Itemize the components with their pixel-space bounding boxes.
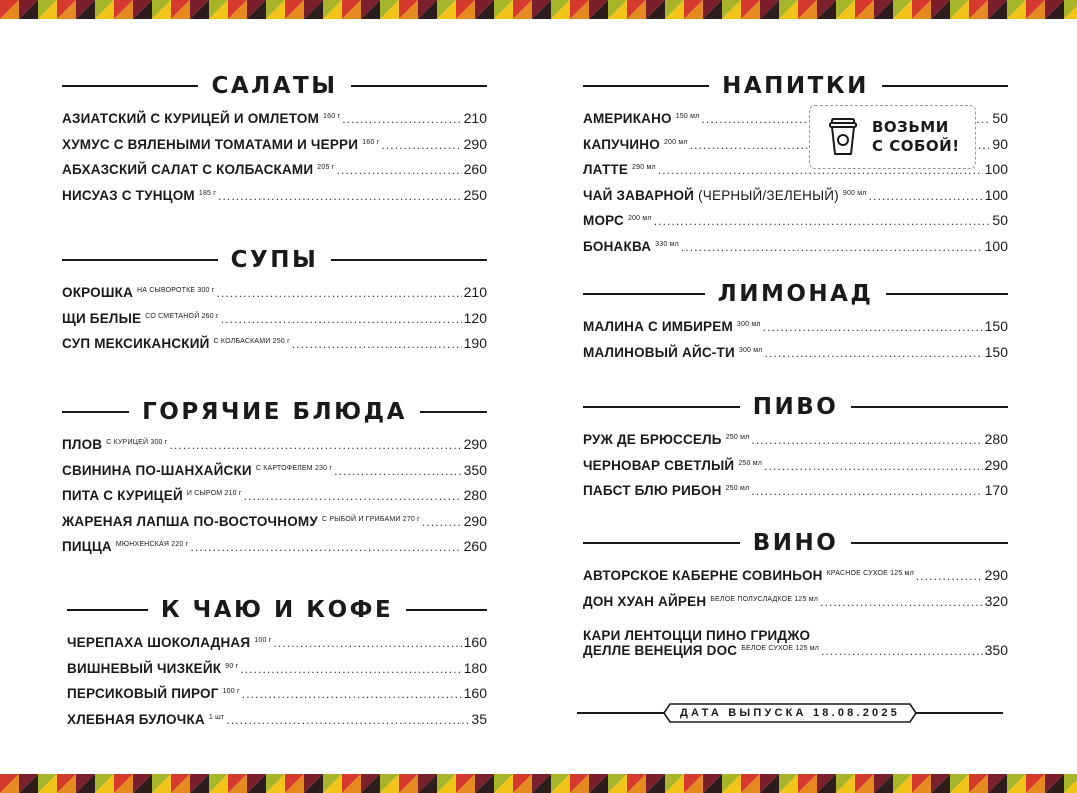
item-name: АБХАЗСКИЙ САЛАТ С КОЛБАСКАМИ bbox=[62, 162, 314, 177]
menu-item bbox=[583, 238, 1008, 264]
item-price: 350 bbox=[463, 461, 487, 478]
section-title: К ЧАЮ И КОФЕ bbox=[160, 597, 394, 623]
release-date-banner bbox=[577, 703, 1003, 723]
item-portion-note: С КОЛБАСКАМИ 250 г bbox=[213, 338, 290, 345]
menu-item bbox=[62, 538, 487, 564]
dot-leader bbox=[763, 320, 983, 334]
item-price: 90 bbox=[992, 135, 1008, 152]
item-portion-note: 150 мл bbox=[675, 113, 700, 120]
section-beer bbox=[583, 393, 1008, 508]
item-portion-note: 300 мл bbox=[736, 321, 761, 328]
item-name: АЗИАТСКИЙ С КУРИЦЕЙ И ОМЛЕТОМ bbox=[62, 111, 320, 126]
dot-leader bbox=[336, 163, 461, 177]
item-name: МОРС bbox=[583, 213, 624, 228]
item-name: ЧАЙ ЗАВАРНОЙ bbox=[583, 187, 695, 203]
item-portion-note: 160 г bbox=[362, 138, 380, 146]
dot-leader bbox=[751, 484, 982, 498]
item-price: 35 bbox=[471, 710, 487, 727]
dot-leader bbox=[170, 438, 462, 452]
item-portion-note: 100 г bbox=[254, 637, 272, 644]
item-price: 100 bbox=[984, 186, 1008, 203]
menu-item bbox=[67, 660, 487, 686]
item-name: РУЖ ДЕ БРЮССЕЛЬ bbox=[583, 432, 722, 447]
item-portion-note: 185 г bbox=[198, 189, 217, 197]
menu-item bbox=[62, 284, 487, 310]
item-name: СУП МЕКСИКАНСКИЙ bbox=[62, 336, 210, 351]
dot-leader bbox=[242, 687, 462, 701]
dot-leader bbox=[334, 464, 461, 478]
menu-item bbox=[583, 431, 1008, 457]
dot-leader bbox=[190, 540, 461, 554]
item-portion-note: С КУРИЦЕЙ 300 г bbox=[106, 439, 168, 446]
takeaway-line-1: ВОЗЬМИ bbox=[872, 118, 949, 136]
item-portion-note: 900 мл bbox=[842, 189, 867, 197]
item-price: 150 bbox=[984, 318, 1008, 334]
dot-leader bbox=[422, 515, 462, 529]
dot-leader bbox=[273, 636, 461, 650]
item-portion-note: 250 мл bbox=[725, 434, 750, 441]
item-portion-note: 100 г bbox=[222, 688, 240, 695]
menu-item bbox=[62, 436, 487, 462]
menu-item bbox=[62, 161, 487, 187]
item-portion-note: МЮНХЕНСКАЯ 220 г bbox=[115, 541, 189, 548]
item-price: 120 bbox=[463, 309, 487, 326]
item-name: ЧЕРНОВАР СВЕТЛЫЙ bbox=[583, 457, 735, 473]
item-price: 280 bbox=[463, 487, 487, 503]
item-name: ЩИ БЕЛЫЕ bbox=[62, 310, 142, 326]
coffee-cup-icon bbox=[828, 118, 858, 156]
dot-leader bbox=[244, 489, 462, 503]
dot-leader bbox=[217, 286, 462, 300]
item-name: ЖАРЕНАЯ ЛАПША ПО-ВОСТОЧНОМУ bbox=[62, 513, 318, 529]
item-price: 290 bbox=[984, 456, 1008, 473]
item-name: МАЛИНА С ИМБИРЕМ bbox=[583, 319, 733, 334]
menu-item bbox=[67, 685, 487, 711]
item-name: АВТОРСКОЕ КАБЕРНЕ СОВИНЬОН bbox=[583, 568, 823, 583]
menu-item bbox=[67, 711, 487, 737]
decorative-stripe-bottom bbox=[0, 774, 1077, 793]
item-portion-note: 1 шт bbox=[208, 713, 225, 721]
menu-item bbox=[583, 482, 1008, 508]
menu-item bbox=[62, 462, 487, 488]
section-soups bbox=[62, 246, 487, 361]
menu-item bbox=[67, 634, 487, 660]
dot-leader bbox=[869, 189, 983, 203]
item-name: ХЛЕБНАЯ БУЛОЧКА bbox=[67, 711, 205, 727]
menu-item bbox=[62, 310, 487, 336]
dot-leader bbox=[681, 240, 983, 254]
menu-item bbox=[583, 593, 1008, 619]
item-portion-note: КРАСНОЕ СУХОЕ 125 мл bbox=[826, 570, 914, 577]
item-name-continued: ДЕЛЛЕ ВЕНЕЦИЯ DOC bbox=[583, 643, 738, 658]
item-name: ДОН ХУАН АЙРЕН bbox=[583, 593, 707, 609]
section-lemonade bbox=[583, 280, 1008, 369]
item-portion-note: И СЫРОМ 210 г bbox=[186, 490, 242, 497]
section-title: ЛИМОНАД bbox=[717, 281, 874, 307]
dot-leader bbox=[821, 644, 983, 658]
item-name: ХУМУС С ВЯЛЕНЫМИ ТОМАТАМИ И ЧЕРРИ bbox=[62, 136, 359, 152]
item-name: МАЛИНОВЫЙ АЙС-ТИ bbox=[583, 344, 735, 360]
item-price: 260 bbox=[463, 538, 487, 554]
item-portion-note: 90 г bbox=[225, 662, 239, 670]
dot-leader bbox=[218, 189, 462, 203]
item-portion-note: С КАРТОФЕЛЕМ 230 г bbox=[255, 464, 333, 472]
item-portion-note: БЕЛОЕ СУХОЕ 125 мл bbox=[741, 645, 820, 652]
item-portion-note: 160 г bbox=[323, 113, 341, 120]
item-price: 160 bbox=[463, 634, 487, 650]
item-name: ПЕРСИКОВЫЙ ПИРОГ bbox=[67, 686, 219, 701]
item-price: 160 bbox=[463, 685, 487, 701]
release-date-text: ДАТА ВЫПУСКА 18.08.2025 bbox=[679, 707, 901, 719]
item-price: 100 bbox=[984, 161, 1008, 177]
item-name: АМЕРИКАНО bbox=[583, 111, 672, 126]
decorative-stripe-top bbox=[0, 0, 1077, 19]
item-price: 260 bbox=[463, 161, 487, 177]
dot-leader bbox=[221, 312, 462, 326]
item-name: ПИЦЦА bbox=[62, 539, 112, 554]
dot-leader bbox=[240, 662, 461, 676]
menu-item bbox=[62, 110, 487, 136]
item-price: 210 bbox=[463, 284, 487, 300]
item-portion-note: 200 мл bbox=[663, 138, 688, 146]
section-title: ПИВО bbox=[752, 394, 839, 420]
item-portion-note: 290 мл bbox=[632, 164, 656, 171]
item-portion-note: 300 мл bbox=[738, 346, 763, 354]
item-price: 320 bbox=[984, 592, 1008, 609]
takeaway-box bbox=[809, 105, 976, 169]
item-price: 290 bbox=[463, 512, 487, 529]
item-portion-note: 250 мл bbox=[738, 459, 763, 467]
takeaway-line-2: С СОБОЙ! bbox=[872, 137, 960, 155]
menu-item bbox=[62, 513, 487, 539]
item-name: КАПУЧИНО bbox=[583, 136, 660, 152]
dot-leader bbox=[381, 138, 461, 152]
dot-leader bbox=[764, 459, 983, 473]
menu-item bbox=[583, 567, 1008, 593]
section-title: НАПИТКИ bbox=[722, 73, 869, 99]
item-price: 100 bbox=[984, 237, 1008, 254]
item-name: КАРИ ЛЕНТОЦЦИ ПИНО ГРИДЖО bbox=[583, 628, 811, 643]
item-name-wrap bbox=[583, 628, 819, 658]
item-name: НИСУАЗ С ТУНЦОМ bbox=[62, 187, 195, 203]
item-name: ВИШНЕВЫЙ ЧИЗКЕЙК bbox=[67, 660, 222, 676]
menu-item bbox=[583, 187, 1008, 213]
item-portion-note: 250 мл bbox=[725, 485, 750, 492]
dot-leader bbox=[342, 112, 461, 126]
section-title: ВИНО bbox=[752, 530, 839, 556]
dot-leader bbox=[751, 433, 982, 447]
menu-item bbox=[62, 136, 487, 162]
menu-item bbox=[583, 618, 1008, 658]
item-name: ПЛОВ bbox=[62, 437, 103, 452]
item-price: 290 bbox=[463, 135, 487, 152]
section-title: САЛАТЫ bbox=[211, 73, 338, 99]
item-price: 190 bbox=[463, 335, 487, 351]
menu-item bbox=[583, 344, 1008, 370]
item-portion-note: 205 г bbox=[317, 164, 335, 171]
item-portion-note: НА СЫВОРОТКЕ 300 г bbox=[137, 287, 215, 294]
dot-leader bbox=[292, 337, 462, 351]
item-price: 280 bbox=[984, 431, 1008, 447]
item-name: ПАБСТ БЛЮ РИБОН bbox=[583, 483, 722, 498]
section-tea-coffee bbox=[67, 596, 487, 736]
item-price: 350 bbox=[984, 642, 1008, 658]
dot-leader bbox=[226, 713, 469, 727]
menu-item bbox=[583, 457, 1008, 483]
item-name: СВИНИНА ПО-ШАНХАЙСКИ bbox=[62, 462, 252, 478]
menu-item bbox=[583, 212, 1008, 238]
item-price: 210 bbox=[463, 110, 487, 126]
menu-item bbox=[62, 335, 487, 361]
item-price: 50 bbox=[992, 110, 1008, 126]
menu-item bbox=[62, 487, 487, 513]
item-price: 170 bbox=[984, 482, 1008, 498]
menu-item bbox=[583, 318, 1008, 344]
item-price: 290 bbox=[463, 436, 487, 452]
section-title: СУПЫ bbox=[230, 247, 319, 273]
item-name: ЧЕРЕПАХА ШОКОЛАДНАЯ bbox=[67, 635, 251, 650]
section-title: ГОРЯЧИЕ БЛЮДА bbox=[142, 399, 407, 425]
item-name: ОКРОШКА bbox=[62, 285, 134, 300]
item-portion-note: 330 мл bbox=[655, 240, 679, 248]
item-name-extra: (ЧЕРНЫЙ/ЗЕЛЕНЫЙ) bbox=[698, 187, 839, 203]
item-portion-note: 200 мл bbox=[627, 215, 652, 222]
item-price: 290 bbox=[984, 567, 1008, 583]
menu-item bbox=[62, 187, 487, 213]
dot-leader bbox=[654, 214, 991, 228]
item-price: 180 bbox=[463, 659, 487, 676]
section-hot-dishes bbox=[62, 398, 487, 564]
item-price: 50 bbox=[992, 212, 1008, 228]
item-name: БОНАКВА bbox=[583, 238, 652, 254]
item-portion-note: БЕЛОЕ ПОЛУСЛАДКОЕ 125 мл bbox=[710, 595, 819, 603]
item-price: 150 bbox=[984, 343, 1008, 360]
item-name: ЛАТТЕ bbox=[583, 162, 629, 177]
item-name: ПИТА С КУРИЦЕЙ bbox=[62, 488, 183, 503]
item-price: 250 bbox=[463, 186, 487, 203]
section-salads bbox=[62, 72, 487, 212]
item-name-line-2 bbox=[583, 643, 819, 658]
item-portion-note: СО СМЕТАНОЙ 260 г bbox=[145, 312, 219, 320]
dot-leader bbox=[765, 346, 983, 360]
section-wine bbox=[583, 529, 1008, 658]
item-portion-note: С РЫБОЙ И ГРИБАМИ 270 г bbox=[321, 515, 420, 523]
dot-leader bbox=[916, 569, 983, 583]
dot-leader bbox=[820, 595, 983, 609]
